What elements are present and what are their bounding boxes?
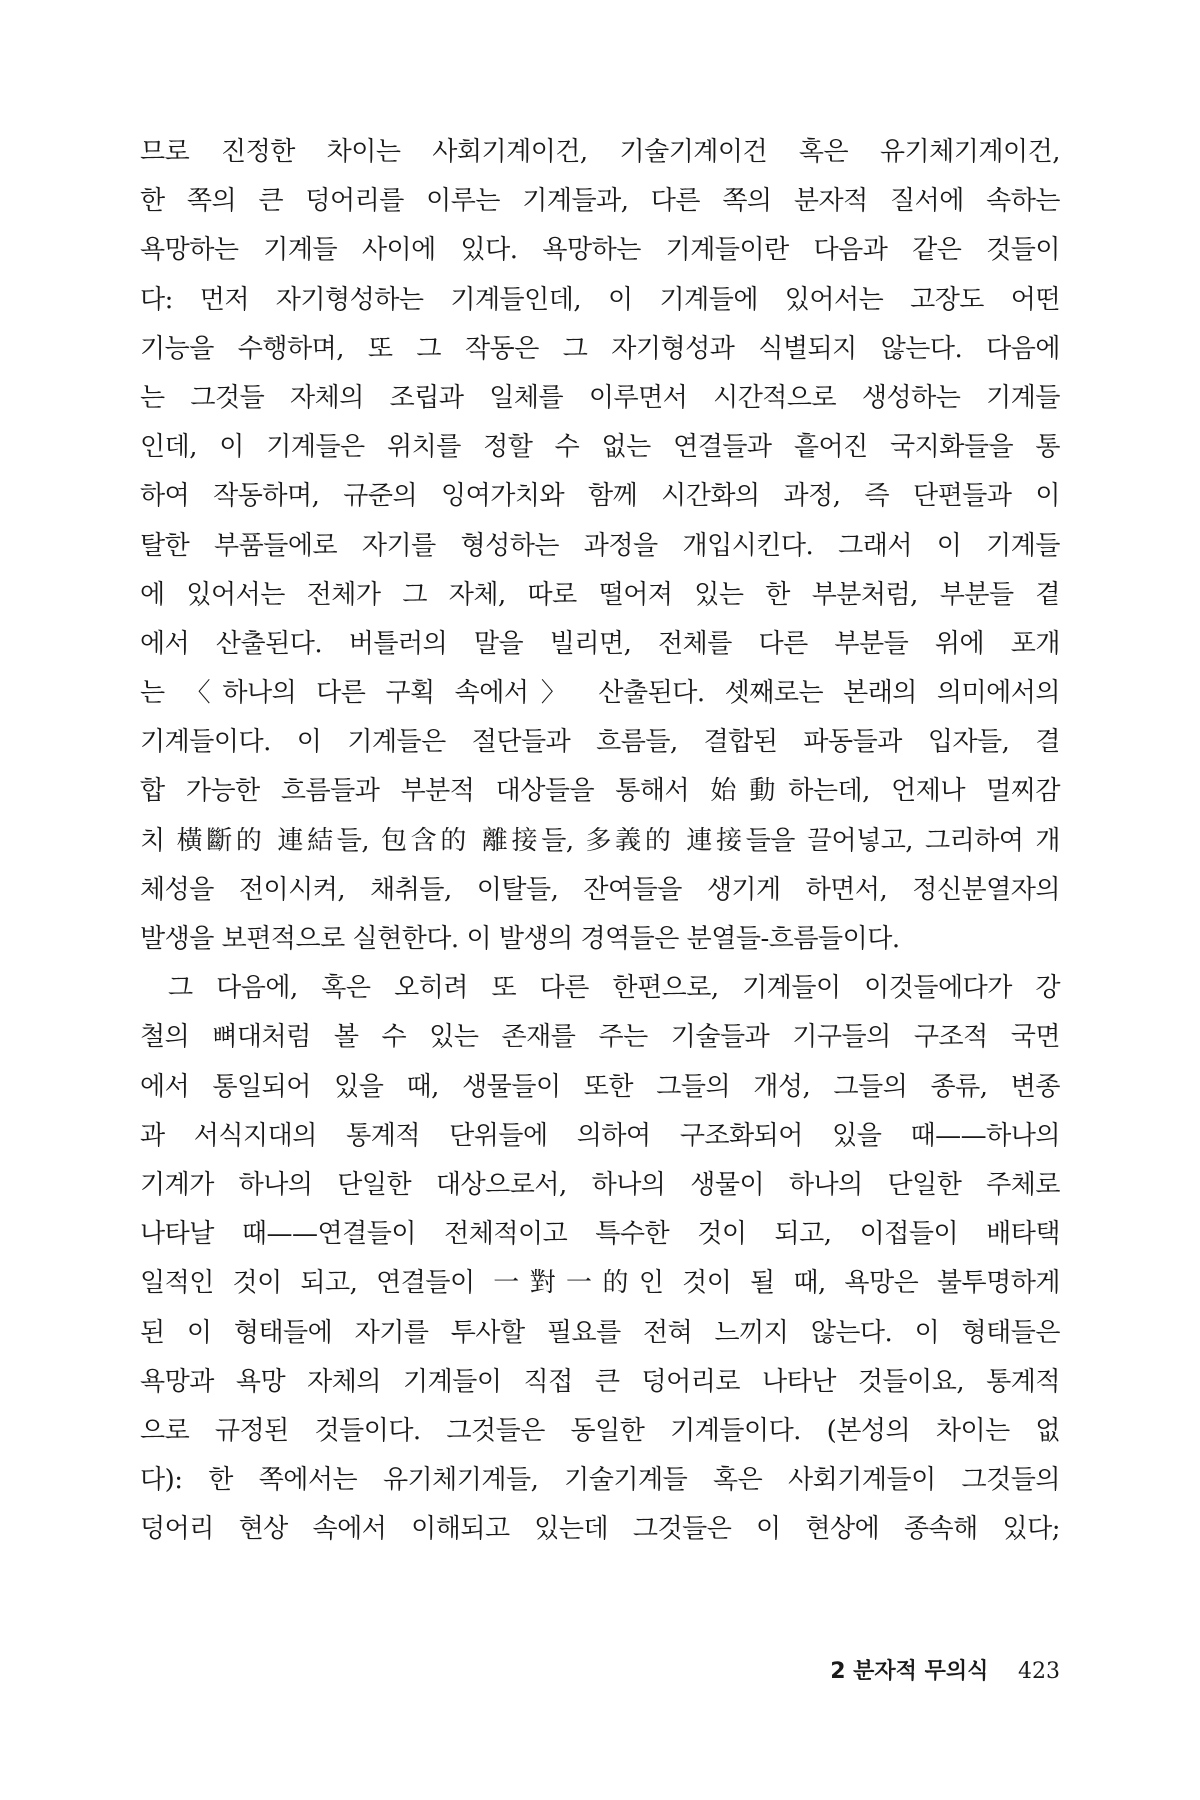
text-line: 일적인 것이 되고, 연결들이 一對一的인 것이 될 때, 욕망은 불투명하게	[140, 1268, 1060, 1299]
text-line: 탈한 부품들에로 자기를 형성하는 과정을 개입시킨다. 그래서 이 기계들	[140, 530, 1060, 561]
text-line: 으로 규정된 것들이다. 그것들은 동일한 기계들이다. (본성의 차이는 없	[140, 1415, 1060, 1446]
paragraph	[140, 964, 1060, 1554]
paragraph	[140, 128, 1060, 964]
text-line: 에서 통일되어 있을 때, 생물들이 또한 그들의 개성, 그들의 종류, 변종	[140, 1071, 1060, 1102]
text-line: 체성을 전이시켜, 채취들, 이탈들, 잔여들을 생기게 하면서, 정신분열자의	[140, 874, 1060, 905]
text-line: 다: 먼저 자기형성하는 기계들인데, 이 기계들에 있어서는 고장도 어떤	[140, 284, 1060, 315]
text-line: 덩어리 현상 속에서 이해되고 있는데 그것들은 이 현상에 종속해 있다;	[140, 1514, 1060, 1545]
text-line: 는 그것들 자체의 조립과 일체를 이루면서 시간적으로 생성하는 기계들	[140, 382, 1060, 413]
text-line: 인데, 이 기계들은 위치를 정할 수 없는 연결들과 흩어진 국지화들을 통	[140, 432, 1060, 463]
text-line: 기능을 수행하며, 또 그 작동은 그 자기형성과 식별되지 않는다. 다음에	[140, 333, 1060, 364]
text-line: 그 다음에, 혹은 오히려 또 다른 한편으로, 기계들이 이것들에다가 강	[168, 973, 1060, 1004]
text-line: 철의 뼈대처럼 볼 수 있는 존재를 주는 기술들과 기구들의 구조적 국면	[140, 1022, 1060, 1053]
text-line: 므로 진정한 차이는 사회기계이건, 기술기계이건 혹은 유기체기계이건,	[140, 137, 1060, 167]
text-line: 나타날 때——연결들이 전체적이고 특수한 것이 되고, 이접들이 배타택	[140, 1219, 1060, 1250]
text-line: 발생을 보편적으로 실현한다. 이 발생의 경역들은 분열들-흐름들이다.	[140, 924, 900, 954]
text-line: 합 가능한 흐름들과 부분적 대상들을 통해서 始動하는데, 언제나 멀찌감	[140, 776, 1060, 807]
text-line: 치 橫斷的 連結들, 包含的 離接들, 多義的 連接들을 끌어넣고, 그리하여 개	[140, 825, 1060, 856]
running-head: 2 분자적 무의식	[830, 1659, 989, 1684]
page-number: 423	[1018, 1659, 1060, 1684]
text-line: 욕망하는 기계들 사이에 있다. 욕망하는 기계들이란 다음과 같은 것들이	[140, 235, 1060, 266]
body-text	[140, 128, 1060, 1554]
text-line: 하여 작동하며, 규준의 잉여가치와 함께 시간화의 과정, 즉 단편들과 이	[140, 481, 1060, 512]
text-line: 기계가 하나의 단일한 대상으로서, 하나의 생물이 하나의 단일한 주체로	[140, 1169, 1060, 1200]
text-line: 과 서식지대의 통계적 단위들에 의하여 구조화되어 있을 때——하나의	[140, 1120, 1060, 1151]
page-footer	[690, 1652, 1060, 1692]
text-line: 에서 산출된다. 버틀러의 말을 빌리면, 전체를 다른 부분들 위에 포개	[140, 628, 1060, 659]
text-line: 된 이 형태들에 자기를 투사할 필요를 전혀 느끼지 않는다. 이 형태들은	[140, 1317, 1060, 1348]
text-line: 한 쪽의 큰 덩어리를 이루는 기계들과, 다른 쪽의 분자적 질서에 속하는	[140, 186, 1060, 217]
text-line: 욕망과 욕망 자체의 기계들이 직접 큰 덩어리로 나타난 것들이요, 통계적	[140, 1366, 1060, 1397]
text-line: 기계들이다. 이 기계들은 절단들과 흐름들, 결합된 파동들과 입자들, 결	[140, 727, 1060, 758]
text-line: 다): 한 쪽에서는 유기체기계들, 기술기계들 혹은 사회기계들이 그것들의	[140, 1465, 1060, 1496]
text-line: 에 있어서는 전체가 그 자체, 따로 떨어져 있는 한 부분처럼, 부분들 곁	[140, 579, 1060, 610]
text-line: 는 〈하나의 다른 구획 속에서〉 산출된다. 셋째로는 본래의 의미에서의	[140, 678, 1060, 709]
